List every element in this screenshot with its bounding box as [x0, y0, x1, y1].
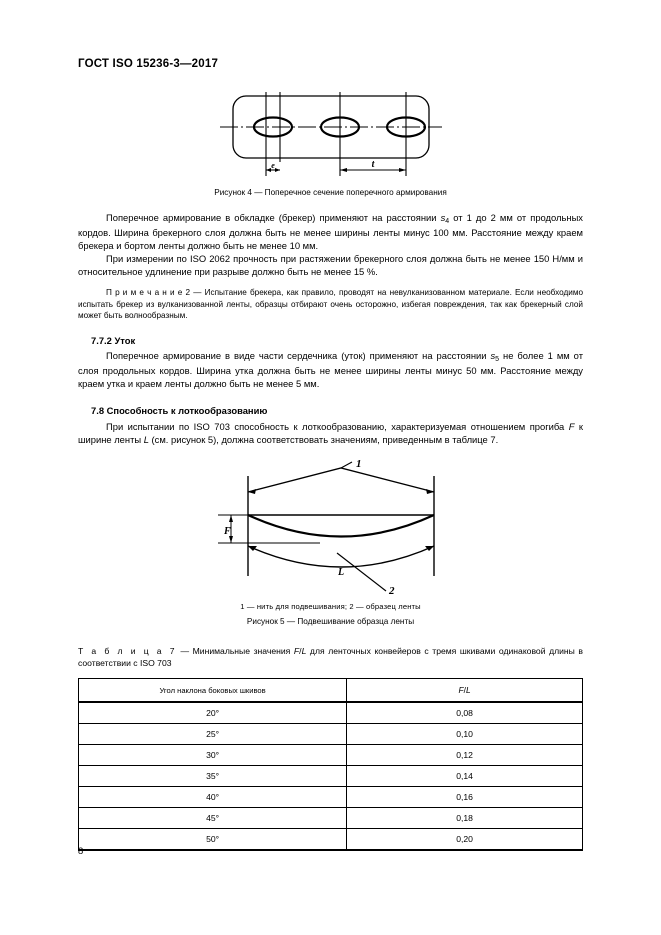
figure-5-caption: Рисунок 5 — Подвешивание образца ленты — [246, 616, 415, 626]
figure-5 — [78, 460, 583, 600]
paragraph-utok-part-a: Поперечное армирование в виде части сердечника (уток) применяют на расстоянии — [106, 349, 491, 361]
cell-angle: 25° — [79, 724, 347, 745]
heading-7-8: 7.8 Способность к лоткообразованию — [91, 404, 268, 416]
table-row — [79, 829, 583, 851]
cell-value: 0,18 — [347, 808, 583, 829]
paragraph-troughability-part-a: При испытании по ISO 703 способность к лоткообразованию, характеризуемая отношением прогиба — [106, 420, 569, 432]
cell-value: 0,14 — [347, 766, 583, 787]
paragraph-breaker — [78, 211, 583, 252]
figure-5-label-F: F — [223, 525, 231, 537]
cell-angle: 50° — [79, 829, 347, 851]
cell-value: 0,12 — [347, 745, 583, 766]
note-2 — [78, 287, 583, 322]
symbol-s5-subscript: 5 — [495, 355, 500, 363]
page-header: ГОСТ ISO 15236-3—2017 — [78, 58, 219, 70]
page-content — [78, 88, 583, 851]
table-header-angle: Угол наклона боковых шкивов — [79, 679, 347, 703]
figure-5-drawing — [200, 460, 462, 600]
table-row — [79, 702, 583, 724]
table-row — [79, 766, 583, 787]
cell-value: 0,20 — [347, 829, 583, 851]
table-header-fl — [347, 679, 583, 703]
symbol-L: L — [143, 433, 149, 445]
paragraph-breaker-part-a: Поперечное армирование в обкладке (брекер) применяют на расстоянии — [106, 212, 441, 223]
symbol-s5: s — [490, 349, 496, 361]
symbol-F: F — [568, 420, 575, 432]
paragraph-utok — [78, 349, 583, 390]
figure-5-legend: 1 — нить для подвешивания; 2 — образец ленты — [240, 601, 421, 611]
cell-value: 0,08 — [347, 702, 583, 724]
table-header-fl-L: L — [465, 685, 471, 696]
table-7 — [78, 678, 583, 851]
table-7-caption-label: Т а б л и ц а 7 — [78, 645, 177, 656]
cell-angle: 20° — [79, 702, 347, 724]
cell-angle: 30° — [79, 745, 347, 766]
figure-4-caption: Рисунок 4 — Поперечное сечение поперечного армирования — [214, 188, 447, 197]
cell-value: 0,16 — [347, 787, 583, 808]
table-7-caption-part-b: для ленточных конвейеров с тремя шкивами одинаковой длины в соответствии с ISO 703 — [78, 645, 583, 668]
cell-angle: 35° — [79, 766, 347, 787]
figure-4-label-t: t — [371, 159, 374, 170]
figure-5-marker-1: 1 — [355, 459, 361, 470]
paragraph-utok-part-b: не более 1 мм от слоя продольных кордов. Ширина утка должна быть не менее ширины ленты минус 50 мм. Расстояние между краем утка и краем ленты должно быть не менее 5 мм. — [78, 349, 583, 389]
paragraph-troughability-part-b: к ширине ленты — [78, 420, 583, 445]
table-row — [79, 787, 583, 808]
page-number: 8 — [78, 845, 84, 856]
figure-4 — [78, 90, 583, 182]
paragraph-iso2062: При измерении по ISO 2062 прочность при растяжении брекерного слоя должна быть не менее 150 Н/мм и относительное удлинение при разрыве должно быть не менее 15 %. — [78, 253, 583, 277]
table-header-fl-F: F — [458, 685, 464, 696]
table-header-fl-slash: / — [463, 685, 466, 696]
cell-angle: 45° — [79, 808, 347, 829]
note-2-label: П р и м е ч а н и е 2 — [106, 288, 191, 297]
note-2-text: — Испытание брекера, как правило, проводят на невулканизованном материале. Если необходимо испытать брекер из вулканизованной ленты, образцы отбирают очень осторожно, избегая повреждения, так как брекерный слой может быть волнообразным. — [78, 288, 583, 321]
figure-5-label-L: L — [337, 566, 344, 578]
paragraph-troughability — [78, 420, 583, 446]
symbol-s4-subscript: 4 — [445, 218, 450, 226]
paragraph-troughability-part-c: (см. рисунок 5), должна соответствовать значениям, приведенным в таблице 7. — [148, 433, 499, 445]
table-7-caption-part-a: — Минимальные значения — [176, 645, 294, 656]
table-header-row — [79, 679, 583, 703]
table-row — [79, 745, 583, 766]
table-7-caption-L: L — [301, 645, 307, 656]
table-row — [79, 724, 583, 745]
paragraph-breaker-part-b: от 1 до 2 мм от продольных кордов. Ширина брекерного слоя должна быть не менее ширины ленты минус 100 мм. Расстояние между краем брекера и бортом ленты должно быть не менее 10 мм. — [78, 212, 583, 251]
cell-value: 0,10 — [347, 724, 583, 745]
table-7-caption-F: F — [293, 645, 300, 656]
figure-4-drawing — [216, 90, 446, 182]
table-row — [79, 808, 583, 829]
table-7-caption-slash: / — [299, 645, 302, 656]
cell-angle: 40° — [79, 787, 347, 808]
symbol-s4: s — [440, 212, 446, 223]
table-7-caption — [78, 646, 583, 670]
heading-7-7-2: 7.7.2 Уток — [91, 334, 136, 346]
figure-5-marker-2: 2 — [388, 584, 394, 597]
figure-4-label-e: e — [270, 161, 275, 170]
